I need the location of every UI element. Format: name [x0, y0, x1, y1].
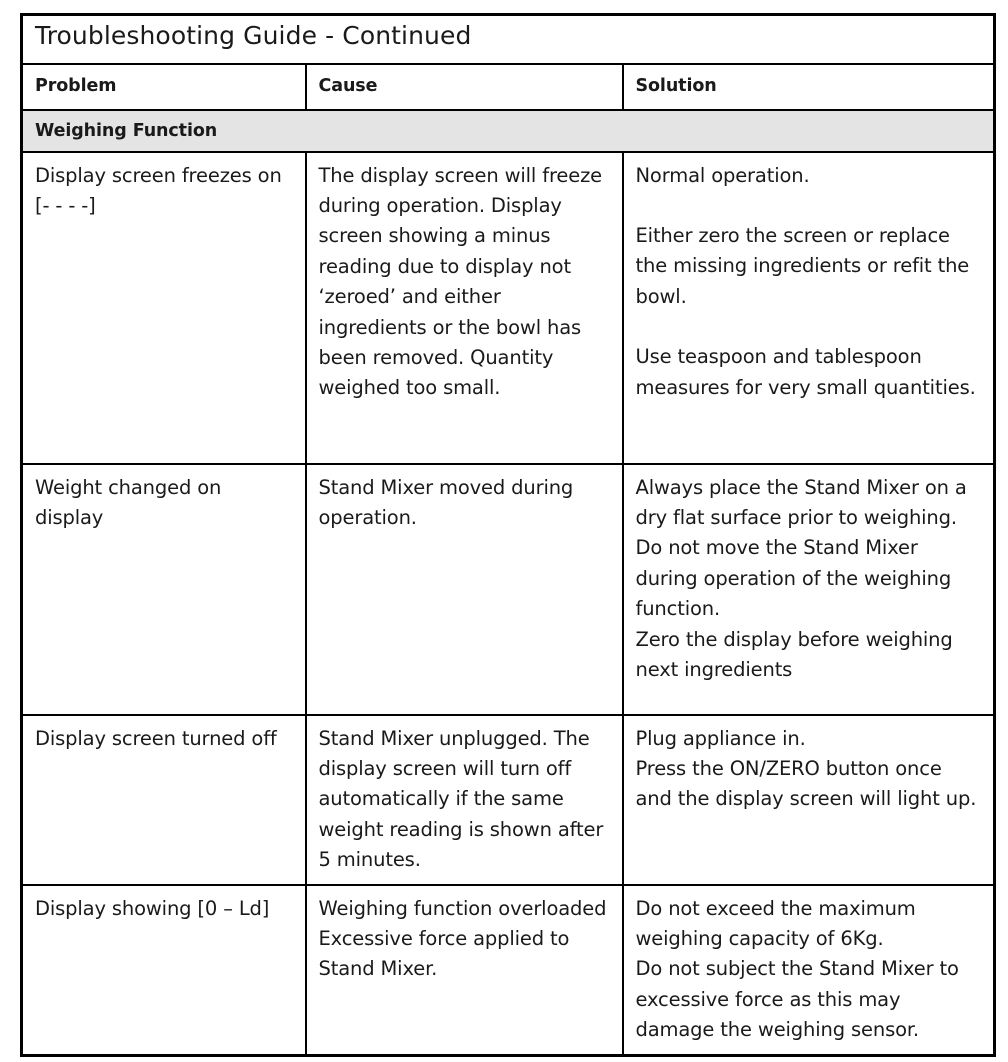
table-header-row	[22, 64, 995, 110]
section-heading-row	[22, 110, 995, 152]
problem-text: Weight changed on display	[35, 475, 222, 529]
solution-paragraph: Do not subject the Stand Mixer to excessive force as this may damage the weighing sensor.	[635, 957, 959, 1042]
solution-paragraph: Always place the Stand Mixer on a dry flat surface prior to weighing.	[635, 475, 967, 529]
problem-text: Display screen turned off	[35, 726, 277, 750]
column-header-problem: Problem	[22, 64, 306, 110]
cause-paragraph: Excessive force applied to Stand Mixer.	[318, 926, 570, 981]
problem-text: Display screen freezes on [- - - -]	[35, 163, 282, 217]
section-heading-weighing-function: Weighing Function	[22, 110, 995, 152]
solution-paragraph: Plug appliance in.	[635, 726, 806, 750]
cell-problem	[22, 152, 306, 464]
solution-paragraph: Press the ON/ZERO button once and the display screen will light up.	[635, 756, 977, 811]
table-row	[22, 715, 995, 885]
table-title-row	[22, 15, 995, 64]
column-header-solution: Solution	[623, 64, 995, 110]
solution-paragraph: Use teaspoon and tablespoon measures for very small quantities.	[635, 345, 976, 399]
page-title: Troubleshooting Guide - Continued	[22, 15, 995, 64]
cause-text: Stand Mixer unplugged. The display screen will turn off automatically if the same weight reading is shown after 5 minutes.	[318, 726, 604, 872]
cell-problem	[22, 715, 306, 885]
solution-paragraph: Do not exceed the maximum weighing capacity of 6Kg.	[635, 896, 916, 950]
solution-paragraph: Do not move the Stand Mixer during operation of the weighing function.	[635, 536, 952, 621]
cell-solution	[623, 464, 995, 715]
cause-text: The display screen will freeze during operation. Display screen showing a minus reading due to display not ‘zeroed’ and either ingredients or the bowl has been removed. Quantity weighed too small.	[318, 163, 603, 400]
table-row	[22, 152, 995, 464]
problem-text: Display showing [0 – Ld]	[35, 896, 270, 920]
cause-paragraph: Weighing function overloaded	[318, 896, 607, 920]
table-row	[22, 464, 995, 715]
cell-solution	[623, 152, 995, 464]
cell-problem	[22, 464, 306, 715]
table-row	[22, 885, 995, 1056]
cell-cause	[306, 885, 623, 1056]
solution-paragraph: Zero the display before weighing next ingredients	[635, 627, 953, 681]
cause-text: Stand Mixer moved during operation.	[318, 475, 574, 529]
cell-cause	[306, 152, 623, 464]
solution-paragraph: Either zero the screen or replace the missing ingredients or refit the bowl.	[635, 223, 970, 308]
column-header-cause: Cause	[306, 64, 623, 110]
solution-paragraph: Normal operation.	[635, 163, 810, 187]
troubleshooting-guide-table	[20, 13, 996, 1057]
cell-problem	[22, 885, 306, 1056]
cell-solution	[623, 715, 995, 885]
cell-solution	[623, 885, 995, 1056]
cell-cause	[306, 464, 623, 715]
cell-cause	[306, 715, 623, 885]
